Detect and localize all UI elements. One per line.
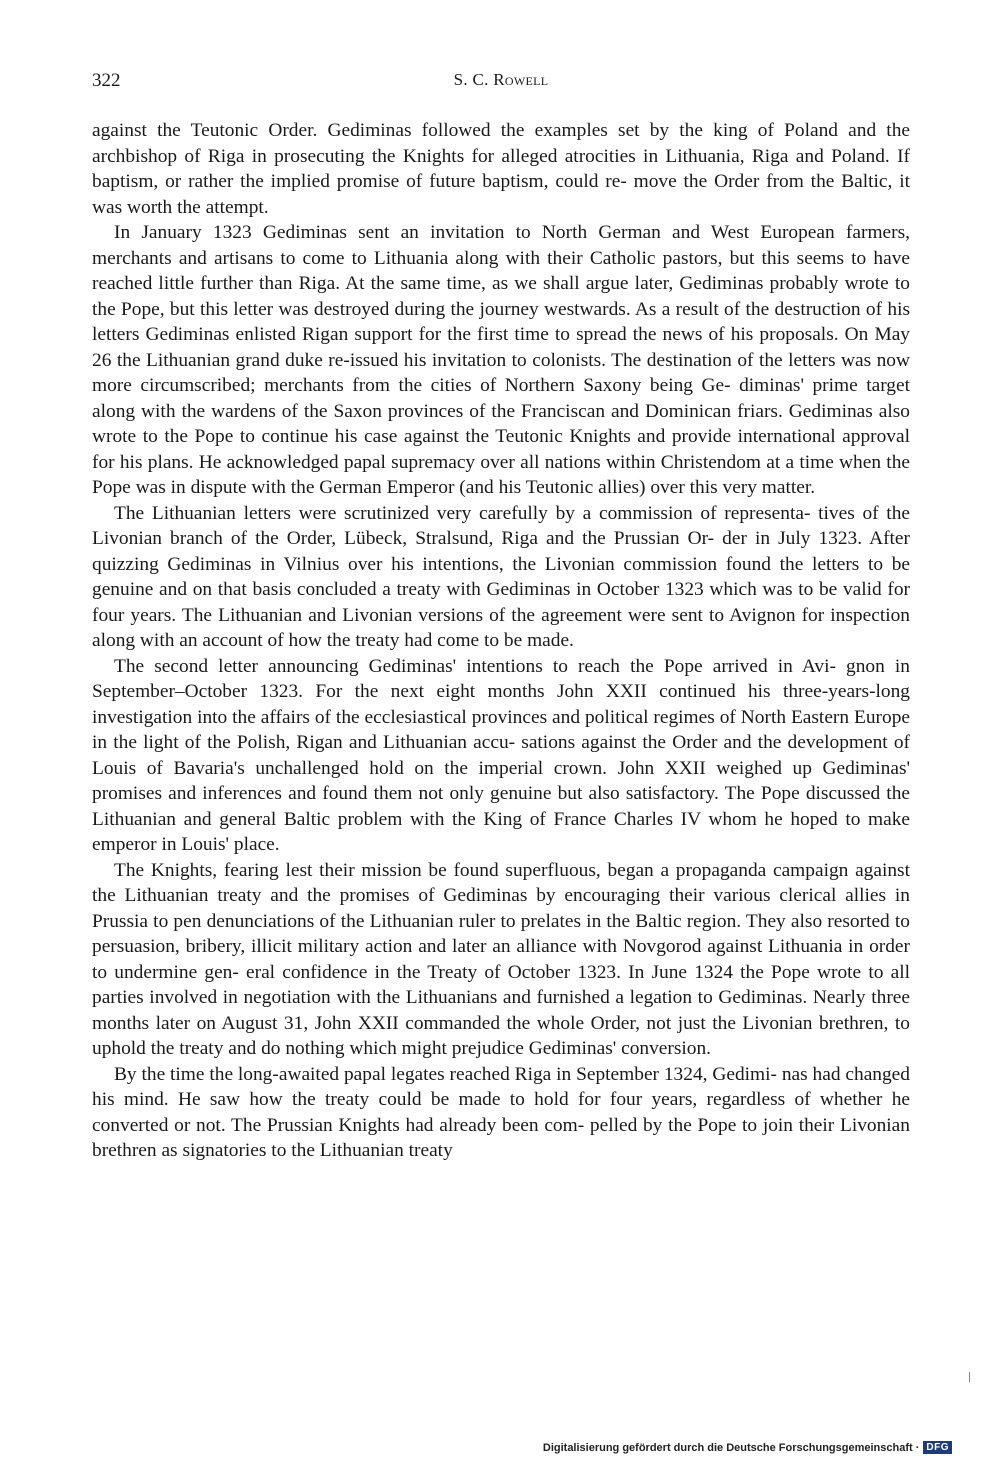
running-head-smallcaps: owell <box>504 70 549 89</box>
body-text <box>92 118 910 1164</box>
page-number: 322 <box>92 70 121 91</box>
credit-text: Digitalisierung gefördert durch die Deutsche Forschungsgemeinschaft · <box>542 1441 920 1454</box>
paragraph-4: The second letter announcing Gediminas' intentions to reach the Pope arrived in Avi- gnon in September–October 1323. For the next eight months John XXII continued his three-years-long investigation into the affairs of the ecclesiastical provinces and political regimes of North Eastern Europe in the light of the Polish, Rigan and Lithuanian accu- sations against the Order and the development of Louis of Bavaria's unchallenged hold on the imperial crown. John XXII weighed up Gediminas' promises and inferences and found them not only genuine but also satisfactory. The Pope discussed the Lithuanian and general Baltic problem with the King of France Charles IV whom he hoped to make emperor in Louis' place. <box>92 655 910 855</box>
paragraph-3: The Lithuanian letters were scrutinized very carefully by a commission of representa- tives of the Livonian branch of the Order, Lübeck, Stralsund, Riga and the Prussian Or- der in July 1323. After quizzing Gediminas in Vilnius over his intentions, the Livonian commission found the letters to be genuine and on that basis concluded a treaty with Gediminas in October 1323 which was to be valid for four years. The Lithuanian and Livonian versions of the agreement were sent to Avignon for inspection along with an account of how the treaty had come to be made. <box>92 502 910 651</box>
page-header <box>92 70 910 96</box>
dfg-logo-icon: DFG <box>923 1441 952 1454</box>
margin-mark <box>969 1372 970 1382</box>
paragraph-2: In January 1323 Gediminas sent an invitation to North German and West European farmers, merchants and artisans to come to Lithuania along with their Catholic pastors, but this seems to have reached little further than Riga. At the same time, as we shall argue later, Gediminas probably wrote to the Pope, but this letter was destroyed during the journey westwards. As a result of the destruction of his letters Gediminas enlisted Rigan support for the first time to spread the news of his proposals. On May 26 the Lithuanian grand duke re-issued his invitation to colonists. The destination of the letters was now more circumscribed; merchants from the cities of Northern Saxony being Ge- diminas' prime target along with the wardens of the Saxon provinces of the Franciscan and Dominican friars. Gediminas also wrote to the Pope to continue his case against the Teutonic Knights and provide international approval for his plans. He acknowledged papal supremacy over all nations within Christendom at a time when the Pope was in dispute with the German Emperor (and his Teutonic allies) over this very matter. <box>92 222 910 498</box>
paragraph-1: against the Teutonic Order. Gediminas followed the examples set by the king of Poland and the archbishop of Riga in prosecuting the Knights for alleged atrocities in Lithuania, Riga and Poland. If baptism, or rather the implied promise of future baptism, could re- move the Order from the Baltic, it was worth the attempt. <box>92 120 910 218</box>
running-head-initials: S. C. R <box>453 70 505 89</box>
running-head <box>92 70 910 90</box>
paragraph-5: The Knights, fearing lest their mission be found superfluous, began a propaganda campaign against the Lithuanian treaty and the promises of Gediminas by encouraging their various clerical allies in Prussia to pen denunciations of the Lithuanian ruler to prelates in the Baltic region. They also resorted to persuasion, bribery, illicit military action and later an alliance with Novgorod against Lithuania in order to undermine gen- eral confidence in the Treaty of October 1323. In June 1324 the Pope wrote to all parties involved in negotiation with the Lithuanians and furnished a legation to Gediminas. Nearly three months later on August 31, John XXII commanded the whole Order, not just the Livonian brethren, to uphold the treaty and do nothing which might prejudice Gediminas' conversion. <box>92 859 910 1059</box>
digitization-credit <box>543 1441 952 1454</box>
paragraph-6: By the time the long-awaited papal legates reached Riga in September 1324, Gedimi- nas had changed his mind. He saw how the treaty could be made to hold for four years, regardless of whether he converted or not. The Prussian Knights had already been com- pelled by the Pope to join their Livonian brethren as signatories to the Lithuanian treaty <box>92 1063 910 1161</box>
